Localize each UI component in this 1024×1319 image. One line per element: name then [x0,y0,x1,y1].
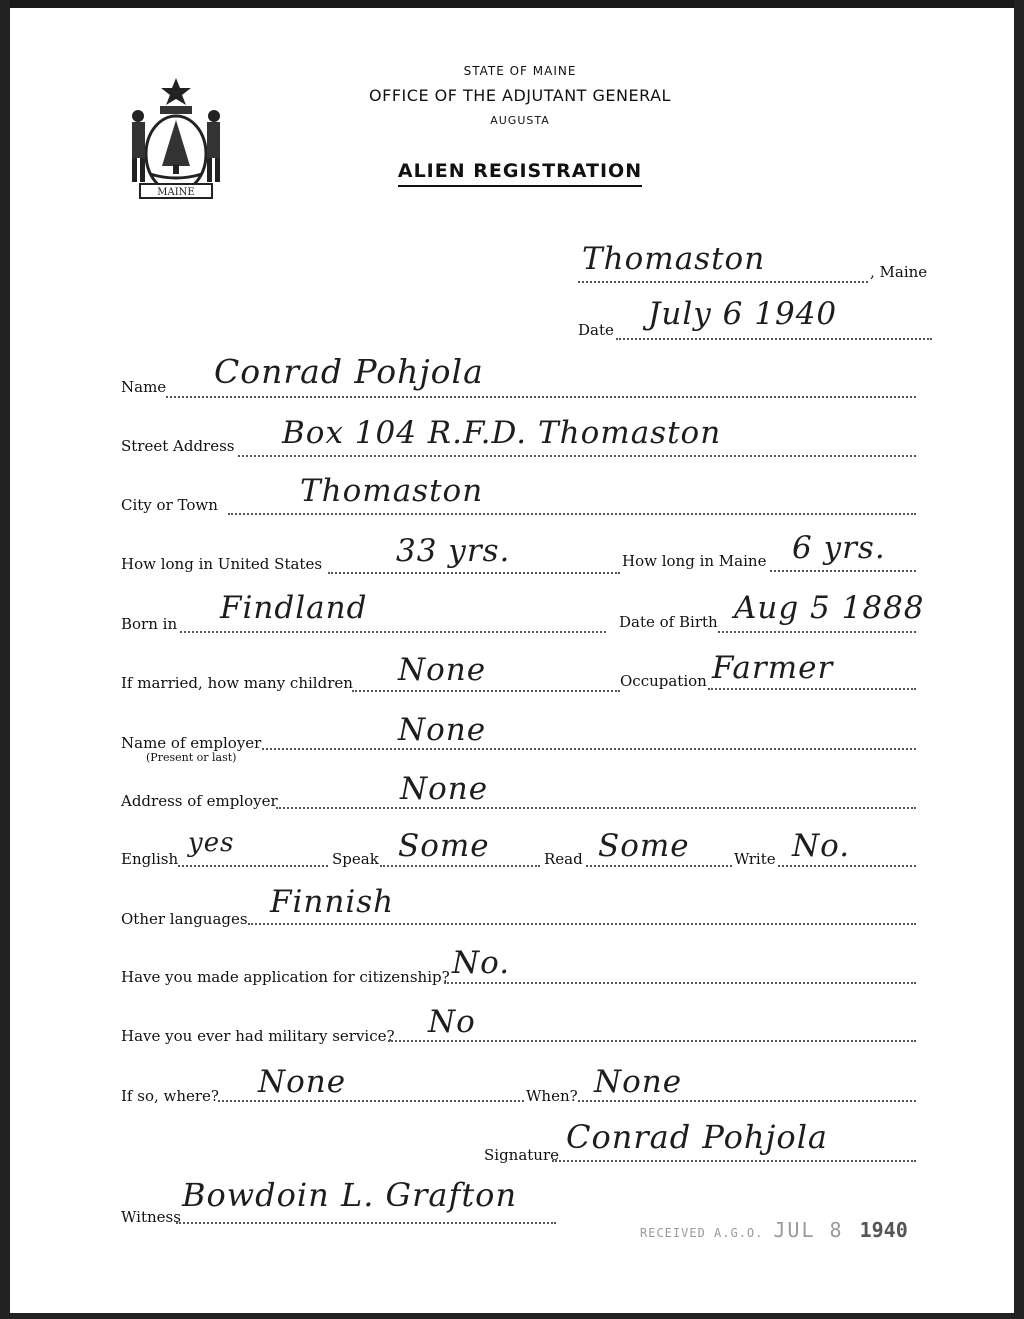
read-value: Some [598,828,690,864]
stamp-received-text: RECEIVED A.G.O. [640,1226,764,1240]
dob-label: Date of Birth [619,613,718,631]
how-long-maine-value: 6 yrs. [792,530,886,566]
town-line [578,281,868,283]
form-title-text: ALIEN REGISTRATION [398,160,642,187]
name-line [166,396,916,398]
other-languages-label: Other languages [121,910,248,928]
city-label: City or Town [121,496,218,514]
citizenship-line [444,982,916,984]
employer-label: Name of employer [121,734,262,752]
speak-line [380,865,540,867]
if-so-where-line [218,1100,524,1102]
other-languages-line [248,923,916,925]
occupation-line [708,688,916,690]
signature-label: Signature [484,1146,560,1164]
if-so-where-value: None [258,1064,347,1100]
children-value: None [398,652,487,688]
scan-border-right [1014,0,1024,1319]
speak-value: Some [398,828,490,864]
employer-note: (Present or last) [146,751,237,764]
english-label: English [121,850,179,868]
english-line [178,865,328,867]
header-state: STATE OF MAINE [463,64,577,78]
stamp-date: JUL 8 [773,1218,844,1242]
dob-line [718,631,916,633]
scan-border-top [0,0,1024,8]
form-title [0,160,1024,182]
employer-address-label: Address of employer [121,792,278,810]
street-value: Box 104 R.F.D. Thomaston [282,415,722,451]
signature-value: Conrad Pohjola [566,1118,828,1156]
born-in-line [180,631,606,633]
date-value: July 6 1940 [648,296,838,332]
witness-value: Bowdoin L. Grafton [182,1176,518,1214]
street-line [238,455,916,457]
date-line [616,338,932,340]
other-languages-value: Finnish [270,884,395,920]
how-long-us-label: How long in United States [121,555,323,573]
how-long-us-value: 33 yrs. [396,533,511,569]
header-city: AUGUSTA [490,114,550,127]
write-value: No. [792,828,851,864]
speak-label: Speak [332,850,379,868]
maine-label: , Maine [870,263,928,281]
stamp-year: 1940 [859,1218,908,1242]
how-long-us-line [328,572,620,574]
occupation-value: Farmer [712,650,834,686]
born-in-value: Findland [220,590,368,626]
born-in-label: Born in [121,615,178,633]
name-label: Name [121,378,167,396]
children-line [352,690,620,692]
military-label: Have you ever had military service? [121,1027,395,1045]
military-line [388,1040,916,1042]
employer-value: None [398,712,487,748]
citizenship-label: Have you made application for citizenship? [121,968,450,986]
received-stamp [640,1218,908,1242]
write-line [778,865,916,867]
read-line [586,865,732,867]
employer-address-value: None [400,771,489,807]
seal-banner-text: MAINE [157,187,195,198]
children-label: If married, how many children [121,674,353,692]
english-value: yes [188,828,235,858]
employer-line [262,748,916,750]
write-label: Write [734,850,776,868]
scan-border-bottom [0,1313,1024,1319]
when-value: None [594,1064,683,1100]
citizenship-value: No. [452,945,511,981]
read-label: Read [544,850,583,868]
scan-border-left [0,0,10,1319]
town-value: Thomaston [582,241,766,277]
if-so-where-label: If so, where? [121,1087,219,1105]
signature-line [552,1160,916,1162]
how-long-maine-line [770,570,916,572]
employer-address-line [276,807,916,809]
street-label: Street Address [121,437,235,455]
header-office: OFFICE OF THE ADJUTANT GENERAL [369,86,671,105]
dob-value: Aug 5 1888 [734,590,925,626]
military-value: No [428,1004,476,1040]
when-label: When? [526,1087,578,1105]
city-value: Thomaston [300,473,484,509]
witness-label: Witness [121,1208,181,1226]
witness-line [176,1222,556,1224]
when-line [578,1100,916,1102]
how-long-maine-label: How long in Maine [622,552,767,570]
date-label: Date [578,321,614,339]
city-line [228,513,916,515]
occupation-label: Occupation [620,672,707,690]
name-value: Conrad Pohjola [214,352,484,391]
